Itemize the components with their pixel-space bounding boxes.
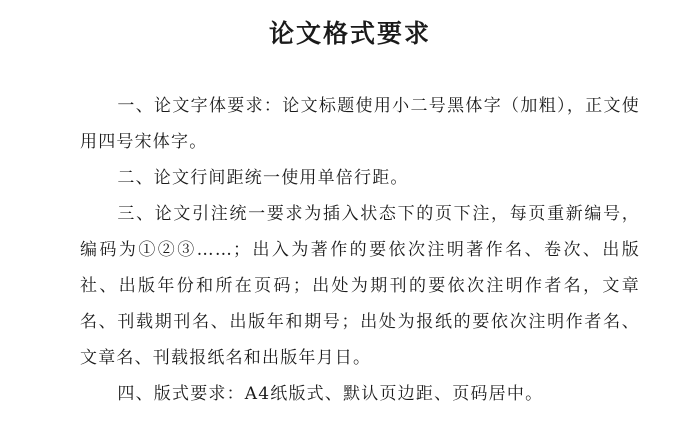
- document-title: 论文格式要求: [268, 19, 431, 48]
- document-body: [80, 88, 640, 412]
- paragraph-line-spacing: 二、论文行间距统一使用单倍行距。: [117, 168, 409, 188]
- paragraph-layout-requirements: 四、版式要求：A4纸版式、默认页边距、页码居中。: [117, 384, 544, 404]
- paragraph-font-requirements: 一、论文字体要求：论文标题使用小二号黑体字（加粗），正文使用四号宋体字。: [80, 96, 640, 152]
- paragraph-citation-requirements: 三、论文引注统一要求为插入状态下的页下注，每页重新编号，编码为①②③……；出入为著作的要依次注明著作名、卷次、出版社、出版年份和所在页码；出处为期刊的要依次注明作者名，文章名、刊载期刊名、出版年和期号；出处为报纸的要依次注明作者名、文章名、刊载报纸名和出版年月日。: [80, 204, 640, 368]
